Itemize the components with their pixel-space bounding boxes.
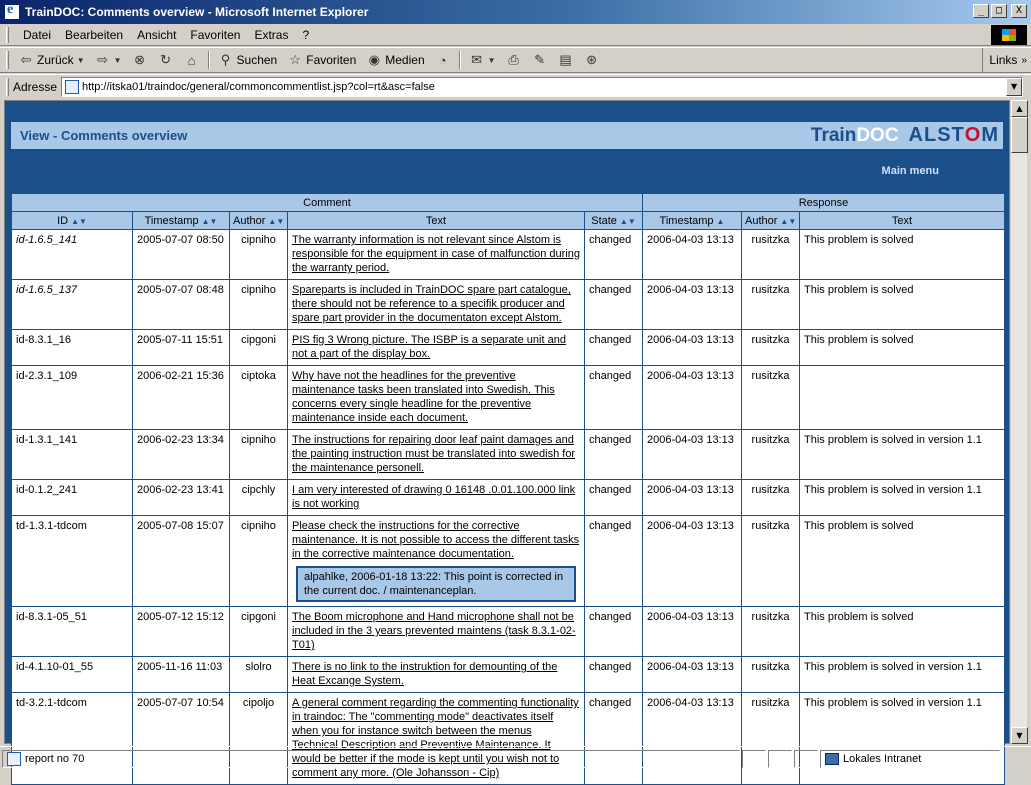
cell-response-author: rusitzka bbox=[742, 480, 800, 516]
cell-state: changed bbox=[585, 280, 643, 330]
home-icon: ⌂ bbox=[187, 52, 196, 68]
sort-icon: ▲▼ bbox=[268, 216, 285, 226]
comment-link[interactable]: There is no link to the instruktion for demounting of the Heat Excange System. bbox=[292, 661, 558, 687]
cell-response-timestamp: 2006-04-03 13:13 bbox=[643, 366, 742, 430]
cell-text bbox=[288, 607, 585, 657]
cell-response-timestamp: 2006-04-03 13:13 bbox=[643, 480, 742, 516]
comment-link[interactable]: The instructions for repairing door leaf paint damages and the painting instruction must be translated into swedish for the maintenance personell. bbox=[292, 434, 576, 474]
cell-response-author: rusitzka bbox=[742, 330, 800, 366]
cell-state: changed bbox=[585, 516, 643, 607]
chevron-up-icon: ▲ bbox=[1016, 104, 1023, 113]
cell-id: id-1.6.5_141 bbox=[12, 230, 133, 280]
cell-response-text: This problem is solved in version 1.1 bbox=[800, 430, 1005, 480]
cell-state: changed bbox=[585, 693, 643, 785]
table-row bbox=[12, 516, 1005, 607]
cell-response-timestamp: 2006-04-03 13:13 bbox=[643, 280, 742, 330]
refresh-button[interactable] bbox=[153, 49, 179, 71]
menu-extras[interactable]: Extras bbox=[254, 27, 289, 42]
cell-id: id-8.3.1-05_51 bbox=[12, 607, 133, 657]
cell-text bbox=[288, 693, 585, 785]
cell-state: changed bbox=[585, 607, 643, 657]
comment-link[interactable]: The Boom microphone and Hand microphone shall not be included in the 3 years prevented maintens (task 8.3.1-02-T01) bbox=[292, 611, 576, 651]
history-button[interactable] bbox=[430, 49, 456, 71]
cell-response-author: rusitzka bbox=[742, 693, 800, 785]
cell-author: cipniho bbox=[230, 280, 288, 330]
intranet-zone-icon bbox=[825, 753, 839, 765]
comment-link[interactable]: A general comment regarding the commenting functionality in traindoc: The "commenting mode" deactivates itself when you for instance switch between the menus Technical Description and Preventive Maintenance. It would be better if the mode is kept until you wish not to comment any more. (Ole Johansson - Cip) bbox=[292, 697, 579, 779]
menubar-grip[interactable] bbox=[6, 27, 9, 43]
search-label: Suchen bbox=[236, 53, 278, 67]
chevron-down-icon: ▼ bbox=[1016, 731, 1023, 740]
back-label: Zurück bbox=[37, 53, 74, 67]
printer-icon: ⎙ bbox=[508, 52, 519, 67]
cell-timestamp: 2006-02-23 13:34 bbox=[133, 430, 230, 480]
table-row bbox=[12, 607, 1005, 657]
menu-bar bbox=[0, 24, 1031, 46]
cell-timestamp: 2005-07-07 08:50 bbox=[133, 230, 230, 280]
status-text-pane bbox=[2, 750, 740, 768]
scroll-thumb[interactable] bbox=[1011, 117, 1028, 153]
col-header-id[interactable]: ID ▲▼ bbox=[12, 212, 133, 230]
table-row bbox=[12, 230, 1005, 280]
cell-author: cipniho bbox=[230, 430, 288, 480]
discuss-button[interactable] bbox=[553, 49, 579, 71]
response-note: alpahlke, 2006-01-18 13:22: This point is corrected in the current doc. / maintenanceplan. bbox=[296, 566, 576, 602]
main-menu-row bbox=[5, 149, 1009, 193]
comment-link[interactable]: I am very interested of drawing 0 16148 .0.01.100.000 link is not working bbox=[292, 484, 576, 510]
cell-timestamp: 2005-07-07 10:54 bbox=[133, 693, 230, 785]
page-top-spacer bbox=[5, 101, 1009, 122]
table-row bbox=[12, 280, 1005, 330]
ie-icon bbox=[4, 4, 20, 20]
cell-id: id-1.6.5_137 bbox=[12, 280, 133, 330]
window-title: TrainDOC: Comments overview - Microsoft Internet Explorer bbox=[25, 5, 369, 19]
cell-timestamp: 2005-07-08 15:07 bbox=[133, 516, 230, 607]
toolbar-separator bbox=[459, 51, 461, 69]
cell-response-text bbox=[800, 366, 1005, 430]
cell-author: slolro bbox=[230, 657, 288, 693]
messenger-button[interactable] bbox=[579, 49, 605, 71]
cell-text bbox=[288, 280, 585, 330]
status-pane-empty bbox=[742, 750, 766, 768]
cell-text bbox=[288, 230, 585, 280]
windows-logo-icon bbox=[991, 25, 1027, 45]
sort-icon: ▲▼ bbox=[71, 216, 87, 226]
cell-response-timestamp: 2006-04-03 13:13 bbox=[643, 516, 742, 607]
edit-button[interactable] bbox=[527, 49, 553, 71]
main-menu-link[interactable]: Main menu bbox=[881, 165, 939, 177]
scroll-down-button[interactable] bbox=[1011, 727, 1028, 744]
close-button[interactable]: X bbox=[1011, 4, 1027, 18]
vertical-scrollbar[interactable] bbox=[1010, 100, 1027, 744]
col-header-response-text: Text bbox=[800, 212, 1005, 230]
col-header-state[interactable]: State ▲▼ bbox=[585, 212, 643, 230]
refresh-icon: ↻ bbox=[160, 52, 171, 67]
window-titlebar[interactable] bbox=[0, 0, 1031, 24]
table-row bbox=[12, 366, 1005, 430]
traindoc-logo: TrainDOC bbox=[810, 125, 899, 146]
security-zone-label: Lokales Intranet bbox=[843, 752, 922, 765]
print-button[interactable] bbox=[501, 49, 527, 71]
status-text: report no 70 bbox=[25, 752, 85, 765]
menu-help[interactable]: ? bbox=[302, 27, 310, 42]
cell-author: cipniho bbox=[230, 230, 288, 280]
stop-icon: ⊗ bbox=[134, 52, 145, 67]
comment-group-header: Comment bbox=[12, 194, 643, 212]
cell-response-text: This problem is solved in version 1.1 bbox=[800, 657, 1005, 693]
cell-response-text: This problem is solved bbox=[800, 230, 1005, 280]
cell-id: id-0.1.2_241 bbox=[12, 480, 133, 516]
cell-timestamp: 2006-02-23 13:41 bbox=[133, 480, 230, 516]
table-row bbox=[12, 657, 1005, 693]
cell-response-timestamp: 2006-04-03 13:13 bbox=[643, 330, 742, 366]
menu-datei[interactable]: Datei bbox=[23, 27, 52, 42]
response-group-header: Response bbox=[643, 194, 1005, 212]
alstom-logo: ALSTOM bbox=[908, 124, 999, 146]
favorites-button[interactable] bbox=[282, 49, 361, 71]
cell-text bbox=[288, 516, 585, 607]
column-header-row bbox=[12, 212, 1005, 230]
cell-response-text: This problem is solved in version 1.1 bbox=[800, 693, 1005, 785]
back-button[interactable] bbox=[13, 49, 90, 71]
chevron-down-icon: ▼ bbox=[1010, 81, 1018, 91]
status-pane-empty bbox=[768, 750, 792, 768]
media-label: Medien bbox=[385, 53, 425, 67]
cell-state: changed bbox=[585, 480, 643, 516]
cell-timestamp: 2005-07-07 08:48 bbox=[133, 280, 230, 330]
col-header-response-timestamp[interactable]: Timestamp ▲ bbox=[643, 212, 742, 230]
comment-link[interactable]: Why have not the headlines for the preventive maintenance tasks been translated into Swedish. This concerns every single headline for the preventive maintenance inside each document. bbox=[292, 370, 555, 424]
history-icon: ◔ bbox=[438, 52, 447, 68]
messenger-icon: ⊛ bbox=[586, 52, 597, 67]
comments-table bbox=[11, 193, 1005, 785]
cell-response-timestamp: 2006-04-03 13:13 bbox=[643, 430, 742, 480]
cell-response-author: rusitzka bbox=[742, 607, 800, 657]
forward-arrow-icon: ⇨ bbox=[97, 52, 109, 67]
cell-response-text: This problem is solved bbox=[800, 607, 1005, 657]
cell-id: id-1.3.1_141 bbox=[12, 430, 133, 480]
page-title: View - Comments overview bbox=[20, 128, 188, 143]
traindoc-alstom-logo bbox=[811, 124, 999, 147]
cell-response-timestamp: 2006-04-03 13:13 bbox=[643, 607, 742, 657]
comment-link[interactable]: The warranty information is not relevant since Alstom is responsible for the equipment in case of malfunction during the warranty period. bbox=[292, 234, 581, 274]
url-input[interactable] bbox=[82, 81, 982, 93]
cell-response-timestamp: 2006-04-03 13:13 bbox=[643, 693, 742, 785]
stop-button[interactable] bbox=[127, 49, 153, 71]
cell-text bbox=[288, 480, 585, 516]
star-icon: ☆ bbox=[289, 52, 302, 67]
cell-timestamp: 2005-07-11 15:51 bbox=[133, 330, 230, 366]
address-dropdown-button[interactable] bbox=[1006, 78, 1022, 96]
cell-state: changed bbox=[585, 430, 643, 480]
chevron-down-icon[interactable]: ▼ bbox=[113, 55, 122, 65]
search-icon: ⚲ bbox=[220, 52, 231, 67]
cell-id: td-3.2.1-tdcom bbox=[12, 693, 133, 785]
back-arrow-icon: ⇦ bbox=[20, 52, 32, 67]
cell-response-text: This problem is solved in version 1.1 bbox=[800, 480, 1005, 516]
cell-state: changed bbox=[585, 657, 643, 693]
cell-response-author: rusitzka bbox=[742, 230, 800, 280]
cell-id: id-8.3.1_16 bbox=[12, 330, 133, 366]
status-bar bbox=[0, 746, 1031, 770]
table-row bbox=[12, 430, 1005, 480]
address-label: Adresse bbox=[13, 79, 58, 94]
edit-icon: ✎ bbox=[534, 52, 545, 67]
cell-text bbox=[288, 366, 585, 430]
cell-text bbox=[288, 330, 585, 366]
menu-favoriten[interactable]: Favoriten bbox=[190, 27, 241, 42]
cell-response-text: This problem is solved bbox=[800, 280, 1005, 330]
chevron-right-icon: » bbox=[1021, 54, 1027, 66]
cell-author: cipoljo bbox=[230, 693, 288, 785]
toolbar-grip[interactable] bbox=[6, 51, 9, 69]
menu-bearbeiten[interactable]: Bearbeiten bbox=[65, 27, 124, 42]
security-zone-pane bbox=[820, 750, 1000, 768]
media-button[interactable] bbox=[361, 49, 429, 71]
cell-timestamp: 2005-07-12 15:12 bbox=[133, 607, 230, 657]
cell-timestamp: 2006-02-21 15:36 bbox=[133, 366, 230, 430]
cell-author: cipgoni bbox=[230, 330, 288, 366]
comment-link[interactable]: PIS fig 3 Wrong picture. The ISBP is a separate unit and not a part of the display box. bbox=[292, 334, 566, 360]
favorites-label: Favoriten bbox=[306, 53, 357, 67]
col-header-text: Text bbox=[288, 212, 585, 230]
status-pane-empty bbox=[794, 750, 818, 768]
cell-state: changed bbox=[585, 230, 643, 280]
document-icon: ▤ bbox=[559, 52, 572, 67]
cell-response-author: rusitzka bbox=[742, 657, 800, 693]
col-header-timestamp[interactable]: Timestamp ▲▼ bbox=[133, 212, 230, 230]
mail-icon: ✉ bbox=[471, 52, 483, 67]
links-label: Links bbox=[989, 53, 1018, 67]
minimize-button[interactable]: _ bbox=[973, 4, 989, 18]
cell-response-author: rusitzka bbox=[742, 516, 800, 607]
cell-response-timestamp: 2006-04-03 13:13 bbox=[643, 657, 742, 693]
media-icon: ◉ bbox=[368, 52, 380, 67]
cell-timestamp: 2005-11-16 11:03 bbox=[133, 657, 230, 693]
cell-text bbox=[288, 657, 585, 693]
cell-state: changed bbox=[585, 366, 643, 430]
addressbar-grip[interactable] bbox=[6, 78, 9, 96]
toolbar-separator bbox=[208, 51, 210, 69]
table-row bbox=[12, 693, 1005, 785]
cell-response-author: rusitzka bbox=[742, 366, 800, 430]
sort-icon: ▲▼ bbox=[201, 216, 218, 226]
col-header-author[interactable]: Author ▲▼ bbox=[230, 212, 288, 230]
comment-link[interactable]: Spareparts is included in TrainDOC spare part catalogue, there should not be reference to a specifik producer and spare part provider in the documentaton except Alstom. bbox=[292, 284, 571, 324]
links-toolbar[interactable] bbox=[982, 48, 1031, 72]
search-button[interactable] bbox=[213, 49, 283, 71]
sort-icon: ▲▼ bbox=[780, 216, 797, 226]
page-icon bbox=[65, 80, 79, 94]
chevron-down-icon[interactable]: ▼ bbox=[487, 55, 496, 65]
cell-response-text: This problem is solved bbox=[800, 516, 1005, 607]
home-button[interactable] bbox=[179, 49, 205, 71]
cell-response-author: rusitzka bbox=[742, 430, 800, 480]
chevron-down-icon[interactable]: ▼ bbox=[76, 55, 85, 65]
menu-ansicht[interactable]: Ansicht bbox=[137, 27, 177, 42]
col-header-response-author[interactable]: Author ▲▼ bbox=[742, 212, 800, 230]
scroll-up-button[interactable] bbox=[1011, 100, 1028, 117]
cell-author: ciptoka bbox=[230, 366, 288, 430]
standard-toolbar bbox=[0, 47, 1031, 73]
comment-link[interactable]: Please check the instructions for the corrective maintenance. It is not possible to access the different tasks in the corrective maintenance documentation. bbox=[292, 520, 580, 560]
table-row bbox=[12, 480, 1005, 516]
cell-id: id-2.3.1_109 bbox=[12, 366, 133, 430]
maximize-button[interactable]: □ bbox=[991, 4, 1007, 18]
window-controls bbox=[973, 4, 1027, 18]
page-icon bbox=[7, 752, 21, 766]
sort-icon: ▲▼ bbox=[619, 216, 636, 226]
address-bar bbox=[0, 74, 1031, 98]
cell-state: changed bbox=[585, 330, 643, 366]
cell-response-author: rusitzka bbox=[742, 280, 800, 330]
cell-response-text: This problem is solved bbox=[800, 330, 1005, 366]
cell-id: id-4.1.10-01_55 bbox=[12, 657, 133, 693]
cell-id: td-1.3.1-tdcom bbox=[12, 516, 133, 607]
mail-button[interactable] bbox=[464, 49, 501, 71]
cell-response-timestamp: 2006-04-03 13:13 bbox=[643, 230, 742, 280]
header-band bbox=[11, 122, 1003, 149]
address-field[interactable] bbox=[61, 77, 1023, 97]
cell-author: cipniho bbox=[230, 516, 288, 607]
sort-ascending-icon: ▲ bbox=[716, 216, 725, 226]
forward-button[interactable] bbox=[90, 49, 127, 71]
cell-text bbox=[288, 430, 585, 480]
cell-author: cipgoni bbox=[230, 607, 288, 657]
table-row bbox=[12, 330, 1005, 366]
group-header-row bbox=[12, 194, 1005, 212]
cell-author: cipchly bbox=[230, 480, 288, 516]
